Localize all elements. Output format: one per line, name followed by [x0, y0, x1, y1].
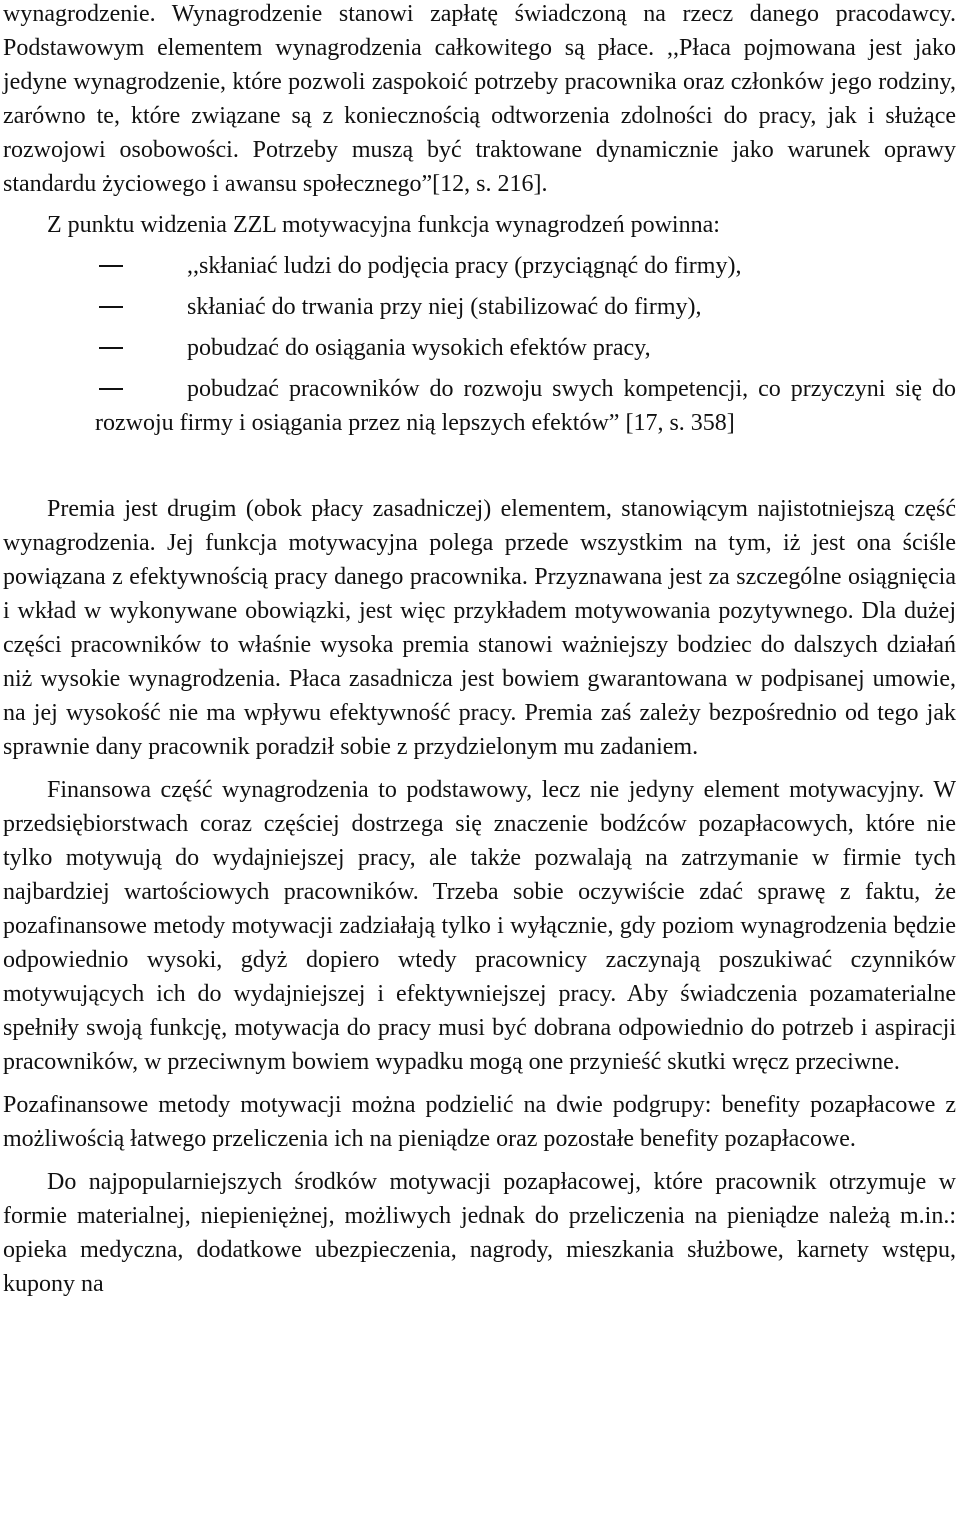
section-spacer	[3, 447, 956, 492]
paragraph-bonus: Premia jest drugim (obok płacy zasadniczej) elementem, stanowiącym najistotniejszą część wynagrodzenia. Jej funkcja motywacyjna polega przede wszystkim na tym, iż jest ona ściśle powiązana z efektywnością pracy danego pracownika. Przyznawana jest za szczególne osiągnięcia i wkład w wykonywane obowiązki, jest więc przykładem motywowania pozytywnego. Dla dużej części pracowników to właśnie wysoka premia stanowi ważniejszy bodziec do dalszych działań niż wysokie wynagrodzenia. Płaca zasadnicza jest bowiem gwarantowana w podpisanej umowie, na jej wysokość nie ma wpływu efektywność pracy. Premia zaś zależy bezpośrednio od tego jak sprawnie dany pracownik poradził sobie z przydzielonym mu zadaniem.	[3, 496, 956, 760]
dash-marker	[99, 265, 123, 267]
list-item-text: pobudzać do osiągania wysokich efektów pracy,	[187, 335, 651, 361]
dash-marker	[99, 388, 123, 390]
list-item-text: ,,skłaniać ludzi do podjęcia pracy (przyciągnąć do firmy),	[187, 253, 742, 279]
list-item-text: skłaniać do trwania przy niej (stabilizować do firmy),	[187, 294, 702, 320]
paragraph-non-financial: Finansowa część wynagrodzenia to podstawowy, lecz nie jedyny element motywacyjny. W przedsiębiorstwach coraz częściej dostrzega się znaczenie bodźców pozapłacowych, które nie tylko motywują do wydajniejszej pracy, ale także pozwalają na zatrzymanie w firmie tych najbardziej wartościowych pracowników. Trzeba sobie oczywiście zdać sprawę z faktu, że pozafinansowe metody motywacji zadziałają tylko i wyłącznie, gdy poziom wynagrodzenia będzie odpowiednio wysoki, gdyż dopiero wtedy pracownicy zaczynają poszukiwać czynników motywujących ich do wydajniejszej i efektywniejszej pracy. Aby świadczenia pozamaterialne spełniły swoją funkcję, motywacja do pracy musi być dobrana odpowiednio do potrzeb i aspiracji pracowników, w przeciwnym bowiem wypadku mogą one przynieść skutki wręcz przeciwne.	[3, 777, 956, 1075]
paragraph-zzl-intro: Z punktu widzenia ZZL motywacyjna funkcja wynagrodzeń powinna:	[47, 212, 720, 238]
list-item-text: pobudzać pracowników do rozwoju swych kompetencji, co przyczyni się do rozwoju firmy i osiągania przez nią lepszych efektów” [17, s. 358]	[95, 376, 956, 436]
list-item	[3, 249, 956, 283]
paragraph-non-financial-groups: Pozafinansowe metody motywacji można podzielić na dwie podgrupy: benefity pozapłacowe z możliwością łatwego przeliczenia ich na pieniądze oraz pozostałe benefity pozapłacowe.	[3, 1092, 956, 1152]
list-item	[3, 372, 956, 440]
paragraph-wages-definition: wynagrodzenie. Wynagrodzenie stanowi zapłatę świadczoną na rzecz danego pracodawcy. Podstawowym elementem wynagrodzenia całkowitego są płace. ,,Płaca pojmowana jest jako jedyne wynagrodzenie, które pozwoli zaspokoić potrzeby pracownika oraz członków jego rodziny, zarówno te, które związane są z koniecznością odtworzenia zdolności do pracy, jak i służące rozwojowi osobowości. Potrzeby muszą być traktowane dynamicznie jako warunek oprawy standardu życiowego i awansu społecznego”[12, s. 216].	[3, 1, 956, 197]
list-item	[3, 290, 956, 324]
list-item	[3, 331, 956, 365]
paragraph-popular-means: Do najpopularniejszych środków motywacji pozapłacowej, które pracownik otrzymuje w formie materialnej, niepieniężnej, możliwych jednak do przeliczenia na pieniądze należą m.in.: opieka medyczna, dodatkowe ubezpieczenia, nagrody, mieszkania służbowe, karnety wstępu, kupony na	[3, 1169, 956, 1297]
dash-marker	[99, 306, 123, 308]
dash-marker	[99, 347, 123, 349]
motivational-functions-list	[3, 249, 956, 440]
